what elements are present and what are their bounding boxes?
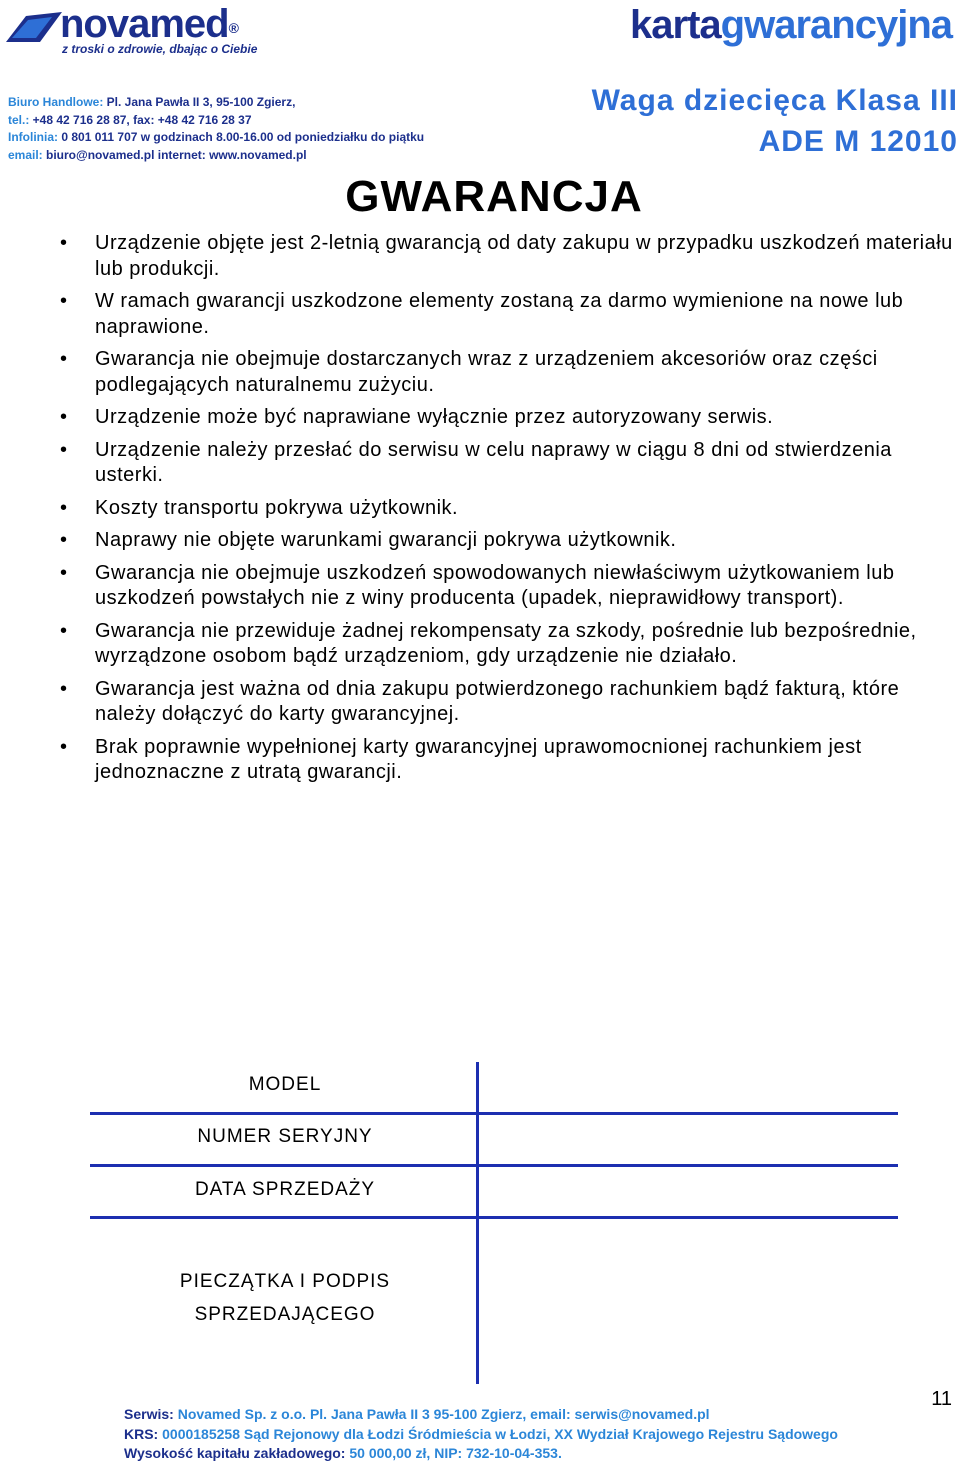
form-divider <box>90 1164 898 1167</box>
warranty-terms-list <box>60 231 960 793</box>
sale-date-label: DATA SPRZEDAŻY <box>194 1179 376 1200</box>
bullet-icon: • <box>60 496 68 519</box>
list-item: • Gwarancja jest ważna od dnia zakupu potwierdzonego rachunkiem bądź fakturą, które należy dołączyć do karty gwarancyjnej. <box>60 677 900 725</box>
logo-mark-icon <box>6 12 62 42</box>
bullet-icon: • <box>60 735 68 758</box>
stamp-signature-label-line2: SPRZEDAJĄCEGO <box>194 1304 376 1325</box>
contact-line: email: biuro@novamed.pl internet: www.novamed.pl <box>8 147 307 162</box>
bullet-icon: • <box>60 348 68 370</box>
logo-name: novamed <box>60 2 229 46</box>
bullet-icon: • <box>60 619 68 642</box>
registered-mark: ® <box>228 20 238 36</box>
list-item: • Urządzenie należy przesłać do serwisu w celu naprawy w ciągu 8 dni od stwierdzenia usterki. <box>60 438 892 486</box>
form-divider <box>90 1112 898 1115</box>
list-item: • W ramach gwarancji uszkodzone elementy zostaną za darmo wymienione na nowe lub naprawione. <box>60 290 904 338</box>
contact-info <box>8 94 468 164</box>
list-item: • Koszty transportu pokrywa użytkownik. <box>60 496 960 522</box>
list-item: • Gwarancja nie przewiduje żadnej rekompensaty za szkody, pośrednie lub bezpośrednie, wyrządzone osobom bądź urządzeniom, gdy urządzenie nie działało. <box>60 619 917 667</box>
bullet-icon: • <box>60 406 68 428</box>
contact-line: Biuro Handlowe: Pl. Jana Pawła II 3, 95-100 Zgierz, <box>8 95 296 109</box>
list-item: • Naprawy nie objęte warunkami gwarancji pokrywa użytkownik. <box>60 528 960 554</box>
logo-tagline: z troski o zdrowie, dbając o Ciebie <box>62 42 258 56</box>
contact-line: tel.: +48 42 716 28 87, fax: +48 42 716 28 37 <box>8 112 252 127</box>
form-divider <box>90 1216 898 1219</box>
list-item: • Urządzenie objęte jest 2-letnią gwarancją od daty zakupu w przypadku uszkodzeń materiału lub produkcji. <box>60 232 953 280</box>
list-item: • Urządzenie może być naprawiane wyłącznie przez autoryzowany serwis. <box>60 405 960 431</box>
list-item: • Brak poprawnie wypełnionej karty gwarancyjnej uprawomocnionej rachunkiem jest jednoznaczne z utratą gwarancji. <box>60 735 862 783</box>
card-title-brand <box>630 0 952 50</box>
stamp-signature-label-line1: PIECZĄTKA I PODPIS <box>179 1271 391 1292</box>
bullet-icon: • <box>60 529 68 551</box>
bullet-icon: • <box>60 677 68 700</box>
list-item: • Gwarancja nie obejmuje dostarczanych wraz z urządzeniem akcesoriów oraz części podlegających naturalnemu zużyciu. <box>60 348 878 396</box>
novamed-logo <box>6 4 276 54</box>
footer-info <box>124 1405 838 1464</box>
page-title: GWARANCJA <box>345 172 643 221</box>
bullet-icon: • <box>60 561 68 584</box>
form-divider-vertical <box>476 1062 479 1384</box>
list-item: • Gwarancja nie obejmuje uszkodzeń spowodowanych niewłaściwym użytkowaniem lub uszkodzeń powstałych nie z winy producenta (upadek, nieprawidłowy transport). <box>60 561 895 609</box>
footer-line: KRS: 0000185258 Sąd Rejonowy dla Łodzi Śródmieścia w Łodzi, XX Wydział Krajowego Rejestru Sądowego <box>124 1425 838 1442</box>
bullet-icon: • <box>60 438 68 461</box>
product-line-2: ADE M 12010 <box>758 125 958 158</box>
bullet-icon: • <box>60 232 68 254</box>
footer-line: Wysokość kapitału zakładowego: 50 000,00 zł, NIP: 732-10-04-353. <box>124 1445 562 1461</box>
product-line-1: Waga dziecięca Klasa III <box>591 84 958 117</box>
footer-line: Serwis: Novamed Sp. z o.o. Pl. Jana Pawła II 3 95-100 Zgierz, email: serwis@novamed.pl <box>124 1406 710 1422</box>
contact-line: Infolinia: 0 801 011 707 w godzinach 8.00-16.00 od poniedziałku do piątku <box>8 130 425 144</box>
brand-part-1: karta <box>630 3 721 47</box>
page-number: 11 <box>931 1388 952 1410</box>
serial-number-label: NUMER SERYJNY <box>197 1126 373 1147</box>
product-name <box>592 80 958 162</box>
model-label: MODEL <box>248 1074 322 1095</box>
bullet-icon: • <box>60 290 68 312</box>
brand-part-2: gwarancyjna <box>720 3 952 47</box>
